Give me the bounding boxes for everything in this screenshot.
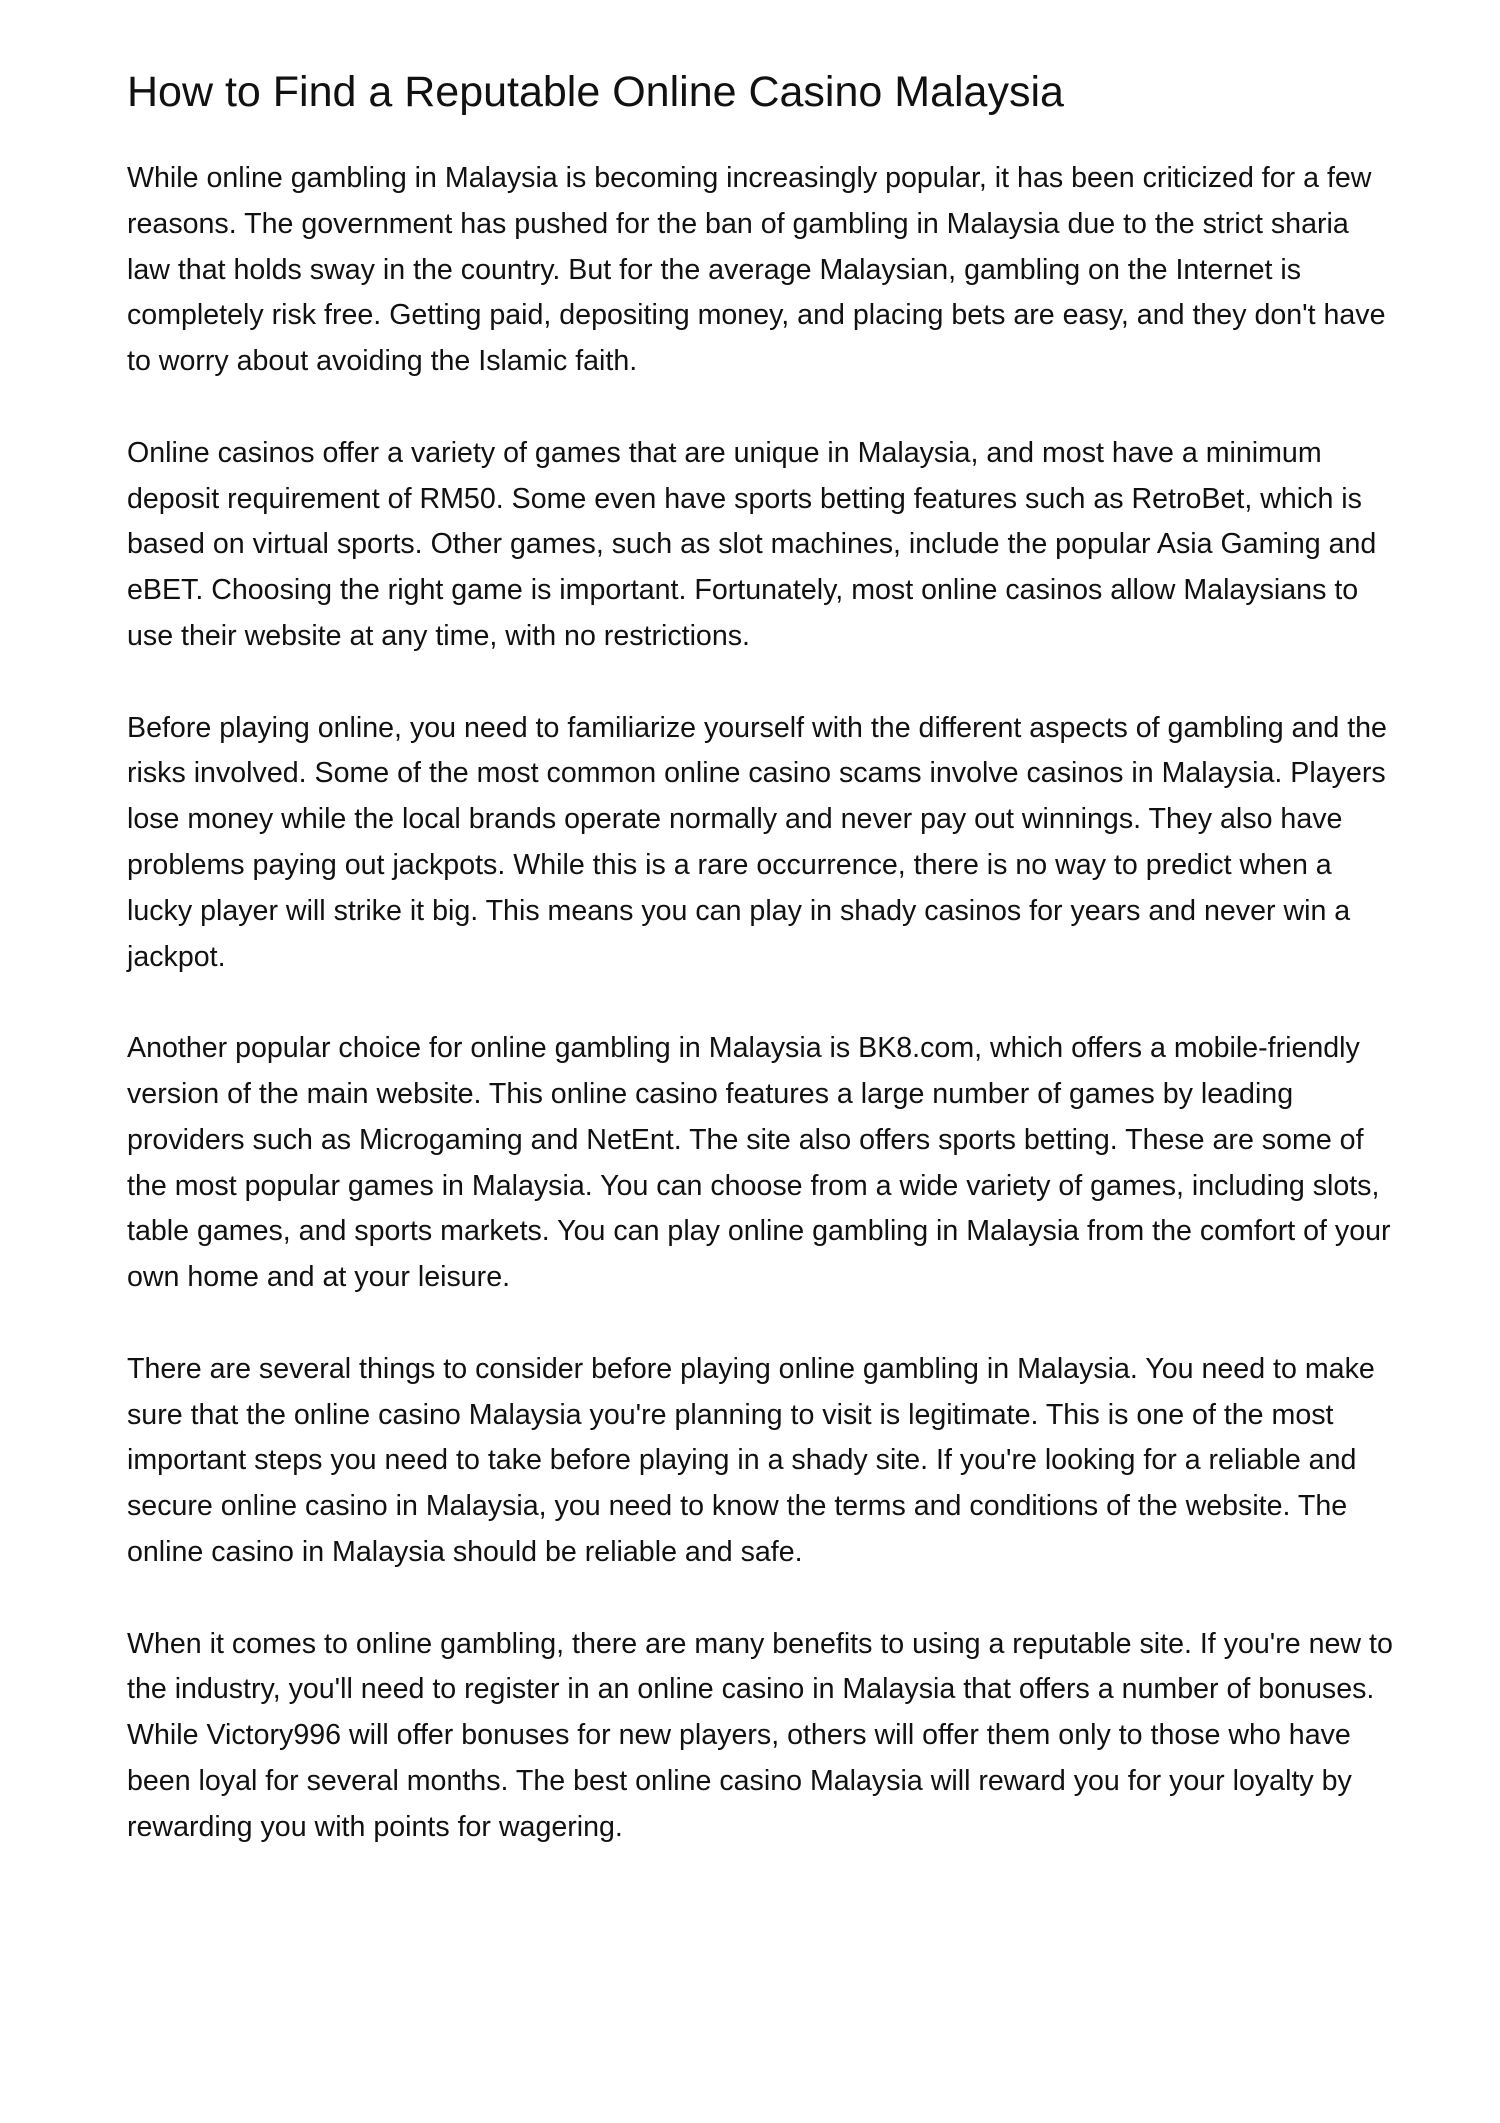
paragraph-1: While online gambling in Malaysia is becoming increasingly popular, it has been criticized for a few reasons. The government has pushed for the ban of gambling in Malaysia due to the strict sharia law that holds sway in the country. But for the average Malaysian, gambling on the Internet is completely risk free. Getting paid, depositing money, and placing bets are easy, and they don't have to worry about avoiding the Islamic faith. xyxy=(127,162,1386,378)
paragraph-4: Another popular choice for online gambling in Malaysia is BK8.com, which offers a mobile-friendly version of the main website. This online casino features a large number of games by leading providers such as Microgaming and NetEnt. The site also offers sports betting. These are some of the most popular games in Malaysia. You can choose from a wide variety of games, including slots, table games, and sports markets. You can play online gambling in Malaysia from the comfort of your own home and at your leisure. xyxy=(127,1032,1391,1294)
document-body xyxy=(127,156,1397,1850)
document-title: How to Find a Reputable Online Casino Malaysia xyxy=(127,68,1064,116)
paragraph-5: There are several things to consider before playing online gambling in Malaysia. You need to make sure that the online casino Malaysia you're planning to visit is legitimate. This is one of the most important steps you need to take before playing in a shady site. If you're looking for a reliable and secure online casino in Malaysia, you need to know the terms and conditions of the website. The online casino in Malaysia should be reliable and safe. xyxy=(127,1352,1375,1568)
paragraph-2: Online casinos offer a variety of games that are unique in Malaysia, and most have a minimum deposit requirement of RM50. Some even have sports betting features such as RetroBet, which is based on virtual sports. Other games, such as slot machines, include the popular Asia Gaming and eBET. Choosing the right game is important. Fortunately, most online casinos allow Malaysians to use their website at any time, with no restrictions. xyxy=(127,436,1377,652)
paragraph-6: When it comes to online gambling, there are many benefits to using a reputable site. If you're new to the industry, you'll need to register in an online casino in Malaysia that offers a number of bonuses. While Victory996 will offer bonuses for new players, others will offer them only to those who have been loyal for several months. The best online casino Malaysia will reward you for your loyalty by rewarding you with points for wagering. xyxy=(127,1627,1393,1843)
paragraph-3: Before playing online, you need to familiarize yourself with the different aspects of gambling and the risks involved. Some of the most common online casino scams involve casinos in Malaysia. Players lose money while the local brands operate normally and never pay out winnings. They also have problems paying out jackpots. While this is a rare occurrence, there is no way to predict when a lucky player will strike it big. This means you can play in shady casinos for years and never win a jackpot. xyxy=(127,711,1387,973)
document-page xyxy=(127,66,1397,1850)
